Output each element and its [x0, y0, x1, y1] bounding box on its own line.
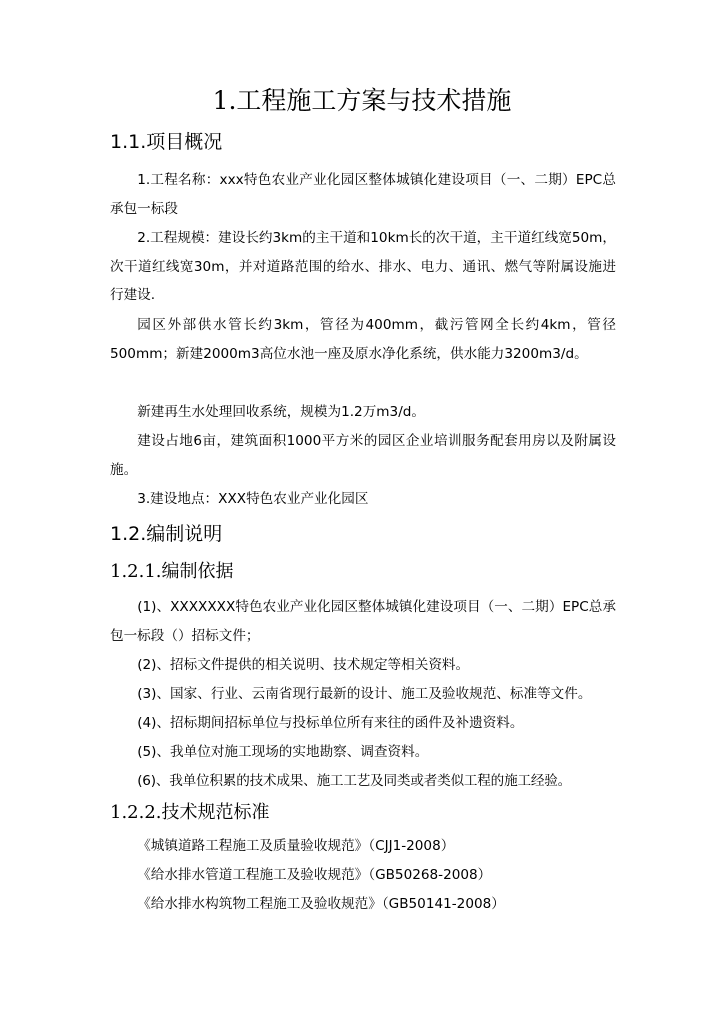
document-title: 1.工程施工方案与技术措施	[212, 86, 512, 115]
paragraph-training-building: 建设占地6亩，建筑面积1000平方米的园区企业培训服务配套用房以及附属设施。	[110, 433, 616, 478]
section-heading-1-1: 1.1.项目概况	[110, 131, 223, 153]
paragraph-location: 3.建设地点：XXX特色农业产业化园区	[137, 491, 369, 507]
list-item-basis-5: (5)、我单位对施工现场的实地勘察、调查资料。	[137, 744, 429, 760]
list-item-basis-6: (6)、我单位积累的技术成果、施工工艺及同类或者类似工程的施工经验。	[137, 773, 572, 789]
subsection-heading-1-2-1: 1.2.1.编制依据	[110, 561, 234, 582]
paragraph-project-name: 1.工程名称：xxx特色农业产业化园区整体城镇化建设项目（一、二期）EPC总承包一标段	[110, 172, 616, 217]
subsection-heading-1-2-2: 1.2.2.技术规范标准	[110, 802, 270, 823]
standard-item-2: 《给水排水管道工程施工及验收规范》（GB50268-2008）	[137, 867, 492, 883]
paragraph-project-scale: 2.工程规模：建设长约3km的主干道和10km长的次干道，主干道红线宽50m，次干道红线宽30m，并对道路范围的给水、排水、电力、通讯、燃气等附属设施进行建设.	[110, 230, 616, 304]
standard-item-1: 《城镇道路工程施工及质量验收规范》（CJJ1-2008）	[137, 838, 455, 854]
paragraph-water-supply: 园区外部供水管长约3km，管径为400mm，截污管网全长约4km，管径500mm；新建2000m3高位水池一座及原水净化系统，供水能力3200m3/d。	[110, 317, 616, 362]
standard-item-3: 《给水排水构筑物工程施工及验收规范》（GB50141-2008）	[137, 896, 505, 912]
section-heading-1-2: 1.2.编制说明	[110, 523, 223, 545]
list-item-basis-4: (4)、招标期间招标单位与投标单位所有来往的函件及补遗资料。	[137, 715, 524, 731]
list-item-basis-2: (2)、招标文件提供的相关说明、技术规定等相关资料。	[137, 657, 470, 673]
paragraph-reclaimed-water: 新建再生水处理回收系统，规模为1.2万m3/d。	[137, 404, 425, 420]
list-item-basis-1: (1)、XXXXXXX特色农业产业化园区整体城镇化建设项目（一、二期）EPC总承包一标段（）招标文件；	[110, 599, 616, 644]
list-item-basis-3: (3)、国家、行业、云南省现行最新的设计、施工及验收规范、标准等文件。	[137, 686, 592, 702]
